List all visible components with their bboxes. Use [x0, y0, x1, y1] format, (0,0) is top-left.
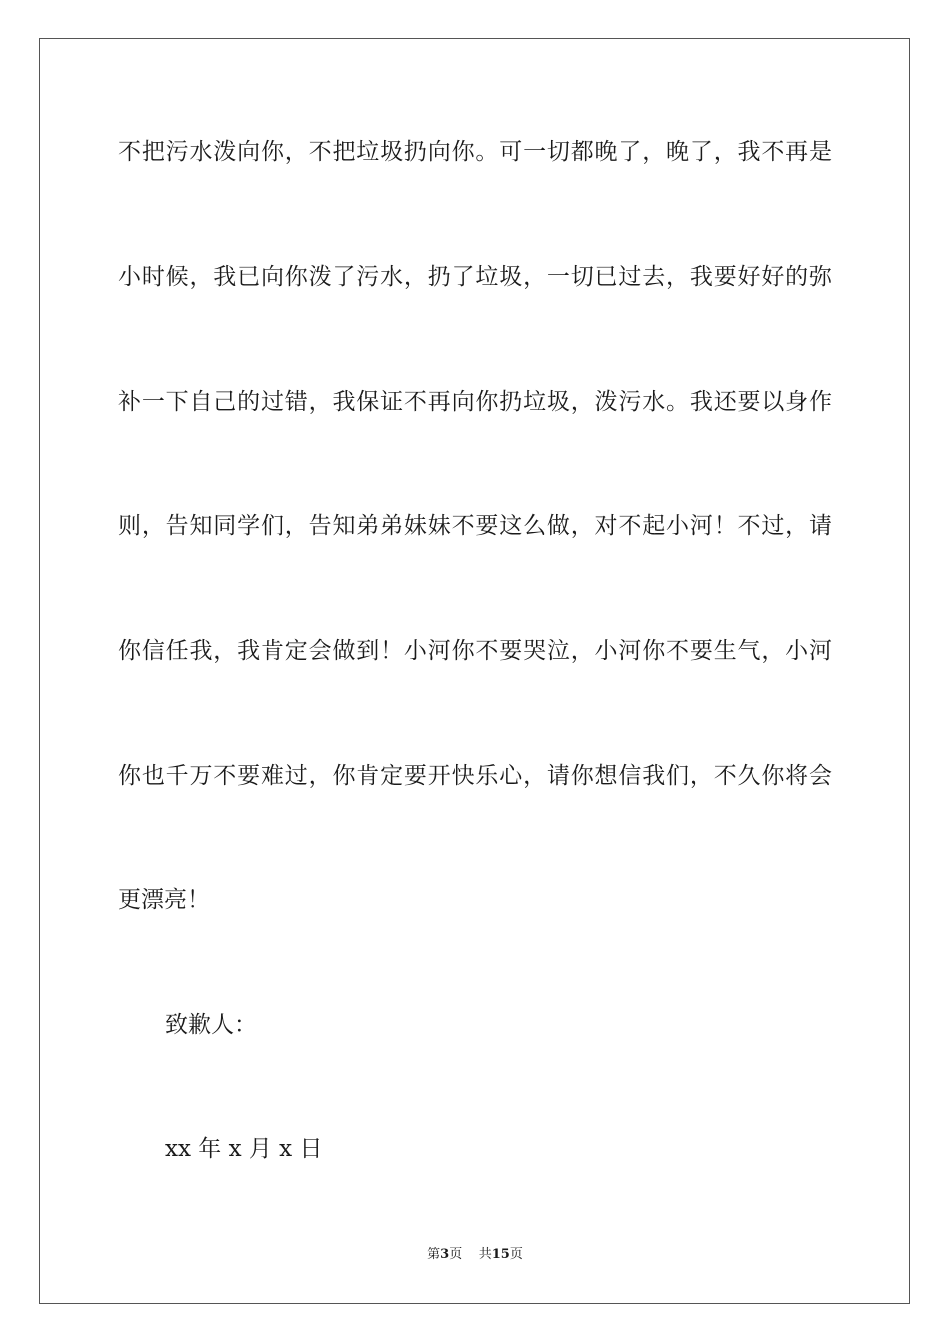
page-footer [0, 1246, 950, 1264]
footer-total-suffix: 页 [509, 1247, 523, 1262]
body-line-6: 你也千万不要难过，你肯定要开快乐心，请你想信我们，不久你将会 [118, 763, 832, 789]
date-line: xx 年 x 月 x 日 [165, 1136, 323, 1162]
body-line-1: 不把污水泼向你，不把垃圾扔向你。可一切都晚了，晚了，我不再是 [118, 139, 832, 165]
body-line-3: 补一下自己的过错，我保证不再向你扔垃圾，泼污水。我还要以身作 [118, 389, 832, 415]
footer-page-number: 3 [440, 1247, 450, 1262]
body-line-7: 更漂亮！ [118, 887, 210, 913]
body-line-4: 则，告知同学们，告知弟弟妹妹不要这么做，对不起小河！不过，请 [118, 513, 832, 539]
page-border [39, 38, 910, 1304]
signature-label: 致歉人： [165, 1012, 257, 1038]
footer-page-prefix: 第 [427, 1247, 441, 1262]
body-line-2: 小时候，我已向你泼了污水，扔了垃圾，一切已过去，我要好好的弥 [118, 264, 832, 290]
footer-total-pages: 15 [491, 1247, 510, 1262]
body-line-5: 你信任我，我肯定会做到！小河你不要哭泣，小河你不要生气，小河 [118, 638, 832, 664]
footer-page-suffix: 页 [449, 1247, 463, 1262]
footer-total-prefix: 共 [478, 1247, 492, 1262]
